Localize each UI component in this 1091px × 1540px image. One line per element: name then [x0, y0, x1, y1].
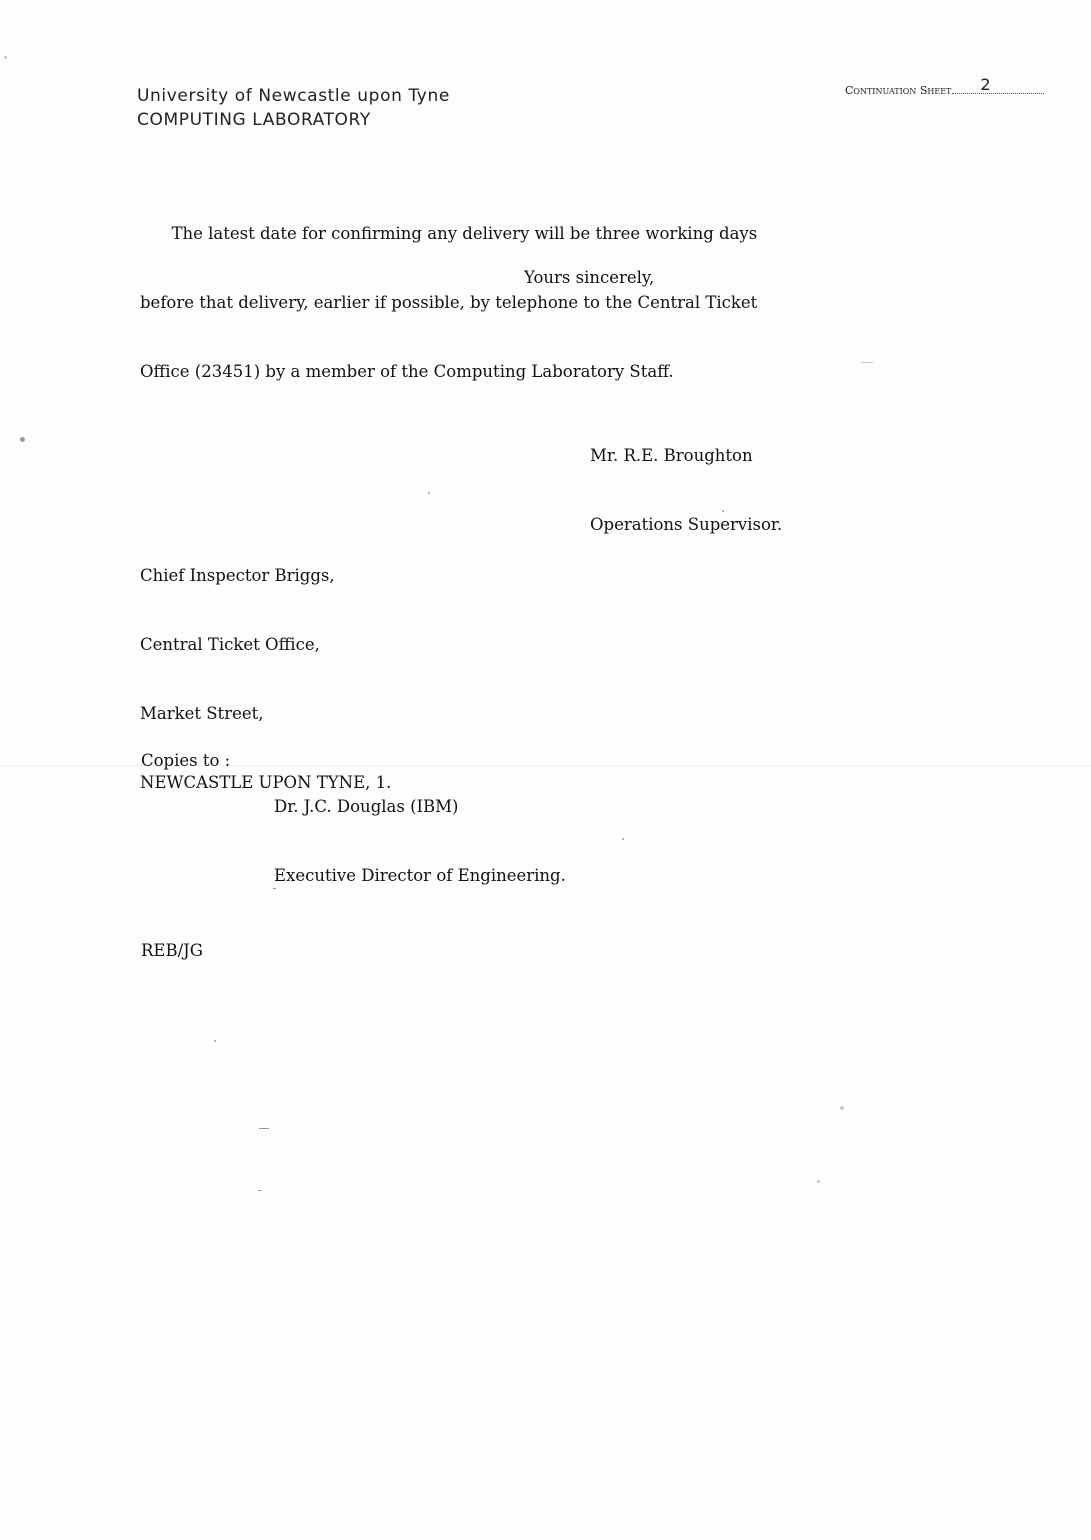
scan-speck	[861, 362, 873, 363]
scan-speck	[20, 437, 25, 442]
scan-speck	[817, 1180, 820, 1183]
body-paragraph	[140, 176, 757, 429]
scan-speck	[622, 838, 624, 840]
copies-label: Copies to :	[141, 751, 231, 770]
body-line: The latest date for confirming any delivery will be three working days	[140, 224, 758, 243]
scan-speck	[840, 1106, 844, 1110]
scan-speck	[258, 1190, 261, 1191]
address-line: Market Street,	[140, 704, 264, 723]
scan-speck	[259, 1128, 269, 1129]
signatory-title: Operations Supervisor.	[590, 515, 783, 534]
copies-recipient	[274, 749, 566, 933]
body-line: before that delivery, earlier if possible, by telephone to the Central Ticket	[140, 293, 758, 312]
letterhead-university: University of Newcastle upon Tyne	[137, 86, 450, 106]
signatory-block	[590, 398, 782, 582]
scan-speck	[428, 492, 430, 494]
closing: Yours sincerely,	[524, 268, 655, 287]
continuation-sheet-number: 2	[980, 75, 991, 94]
copies-position: Executive Director of Engineering.	[274, 866, 566, 885]
body-line: Office (23451) by a member of the Computing Laboratory Staff.	[140, 362, 674, 381]
scan-speck	[4, 56, 7, 59]
letterhead	[137, 84, 450, 132]
reference-initials: REB/JG	[141, 941, 203, 960]
continuation-sheet-dotted-line	[952, 75, 1044, 94]
address-line: Chief Inspector Briggs,	[140, 566, 335, 585]
address-line: Central Ticket Office,	[140, 635, 320, 654]
copies-name: Dr. J.C. Douglas (IBM)	[274, 797, 459, 816]
continuation-sheet-label: Continuation Sheet	[845, 84, 952, 97]
letterhead-department: COMPUTING LABORATORY	[137, 110, 371, 130]
scan-speck	[214, 1040, 216, 1042]
signatory-name: Mr. R.E. Broughton	[590, 446, 753, 465]
address-line: NEWCASTLE UPON TYNE, 1.	[140, 773, 392, 792]
continuation-sheet-marker	[845, 75, 1044, 97]
